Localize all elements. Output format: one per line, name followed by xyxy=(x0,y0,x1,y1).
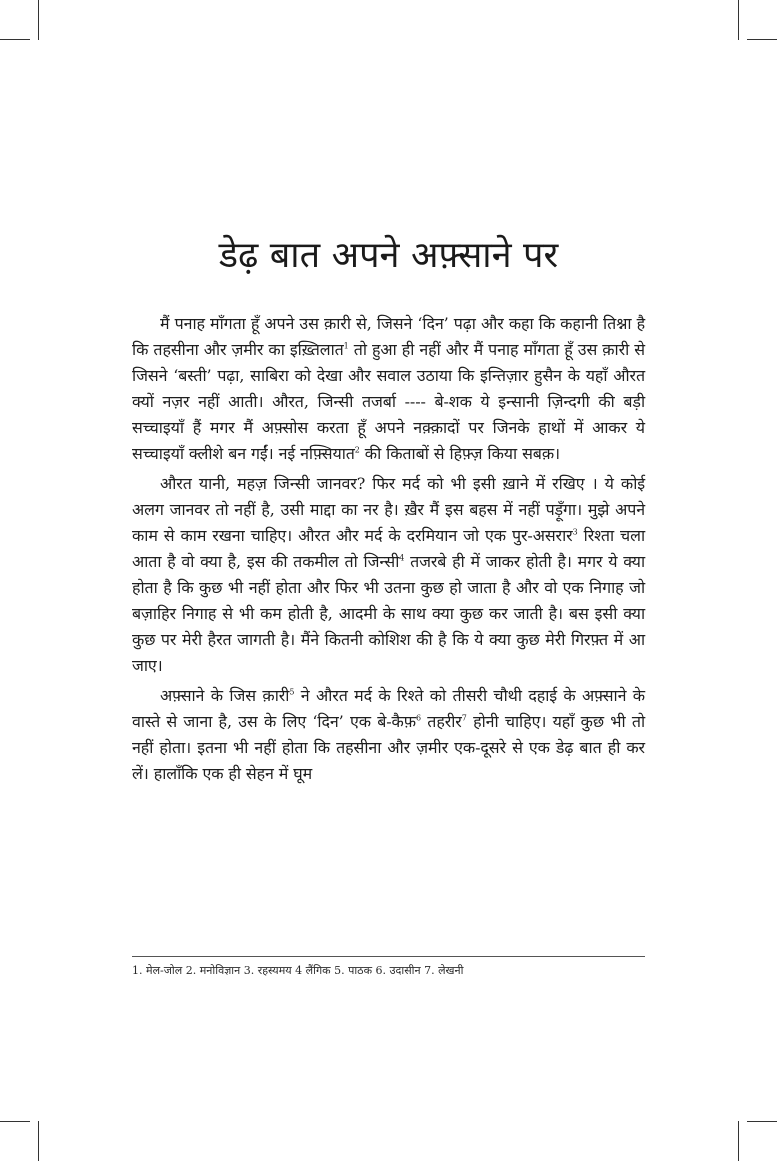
crop-mark-top-right-horizontal xyxy=(747,39,777,40)
footnote-marker: 3 xyxy=(572,527,578,537)
paragraph xyxy=(132,683,645,787)
crop-mark-top-left-horizontal xyxy=(0,39,30,40)
paragraph-text: औरत यानी, महज़ जिन्सी जानवर? फिर मर्द को भी इसी ख़ाने में रखिए । ये कोई अलग जानवर तो नहीं है, उसी माद्दा का नर है। ख़ैर मैं इस बहस में नहीं पड़ूँगा। मुझे अपने काम से काम रखना चाहिए। औरत और मर्द के दरमियान जो एक पुर-असरार xyxy=(132,474,645,545)
footnote-marker: 2 xyxy=(354,445,360,455)
paragraph-text: तो हुआ ही नहीं और मैं पनाह माँगता हूँ उस क़ारी से जिसने ‘बस्ती’ पढ़ा, साबिरा को देखा और सवाल उठाया कि इन्तिज़ार हुसैन के यहाँ औरत क्यों नज़र नहीं आती। औरत, जिन्सी तजर्बा ---- बे-शक ये इन्सानी ज़िन्दगी की बड़ी सच्चाइयाँ हैं मगर मैं अफ़्सोस करता हूँ अपने नक़्क़ादों पर जिनके हाथों में आकर ये सच्चाइयाँ क्लीशे बन गईं। नई नफ़्सियात xyxy=(132,340,645,463)
paragraph-text: होनी चाहिए। यहाँ कुछ भी तो नहीं होता। इतना भी नहीं होता कि तहसीना और ज़मीर एक-दूसरे से एक डेढ़ बात ही कर लें। हालाँकि एक ही सेहन में घूम xyxy=(132,712,646,783)
footnote-marker: 6 xyxy=(416,713,421,723)
footnote-divider xyxy=(132,956,645,957)
footnote-marker: 4 xyxy=(399,553,405,563)
crop-mark-bottom-left-horizontal xyxy=(0,1121,30,1122)
body-text xyxy=(132,311,645,791)
paragraph-text: ने औरत मर्द के रिश्ते को तीसरी चौथी दहाई के अफ़्साने के वास्ते से जाना है, उस के लिए ‘दिन’ एक बे-कैफ़ xyxy=(132,686,645,731)
crop-mark-bottom-right-vertical xyxy=(738,1121,739,1161)
footnote-marker: 7 xyxy=(461,713,467,723)
crop-mark-bottom-left-vertical xyxy=(38,1121,39,1161)
paragraph-text: तजरबे ही में जाकर होती है। मगर ये क्या होता है कि कुछ भी नहीं होता और फिर भी उतना कुछ हो जाता है और वो एक निगाह जो बज़ाहिर निगाह से भी कम होती है, आदमी के साथ क्या कुछ कर जाती है। बस इसी क्या कुछ पर मेरी हैरत जागती है। मैंने कितनी कोशिश की है कि ये क्या कुछ मेरी गिरफ़्त में आ जाए। xyxy=(132,552,645,675)
paragraph xyxy=(132,471,645,679)
footnote-marker: 5 xyxy=(289,687,295,697)
crop-mark-top-left-vertical xyxy=(38,0,39,40)
crop-mark-bottom-right-horizontal xyxy=(747,1121,777,1122)
footnotes: 1. मेल-जोल 2. मनोविज्ञान 3. रहस्यमय 4 लैंगिक 5. पाठक 6. उदासीन 7. लेखनी xyxy=(132,964,464,977)
paragraph-text: रिश्ता चला आता है वो क्या है, इस की तकमील तो जिन्सी xyxy=(132,526,645,571)
paragraph xyxy=(132,311,645,467)
paragraph-text: अफ़्साने के जिस क़ारी xyxy=(160,686,290,705)
paragraph-text: मैं पनाह माँगता हूँ अपने उस क़ारी से, जिसने ‘दिन’ पढ़ा और कहा कि कहानी तिश्ना है कि तहसीना और ज़मीर का इख़्तिलात xyxy=(132,314,645,359)
paragraph-text: तहरीर xyxy=(421,712,462,731)
paragraph-text: की किताबों से हिफ़्ज़ किया सबक़। xyxy=(359,444,560,463)
footnote-marker: 1 xyxy=(343,341,349,351)
crop-mark-top-right-vertical xyxy=(738,0,739,40)
page-title: डेढ़ बात अपने अफ़्साने पर xyxy=(218,235,559,276)
